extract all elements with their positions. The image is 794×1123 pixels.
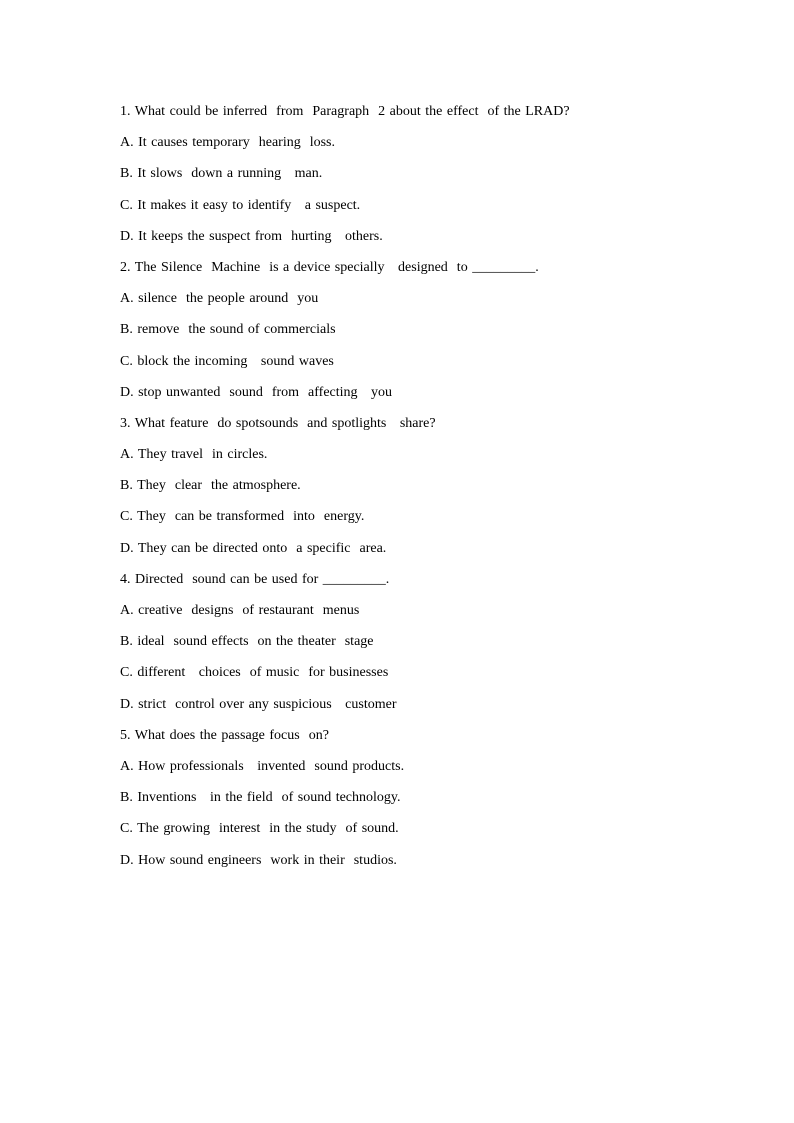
option-c: C. It makes it easy to identify a suspect. <box>120 197 361 213</box>
option-a: A. It causes temporary hearing loss. <box>120 135 335 151</box>
question-5 <box>120 726 720 871</box>
question-list <box>120 102 720 882</box>
option-d: D. strict control over any suspicious customer <box>120 696 397 712</box>
option-b: B. Inventions in the field of sound technology. <box>120 790 401 806</box>
question-stem: 1. What could be inferred from Paragraph 2 about the effect of the LRAD? <box>120 104 570 119</box>
option-b: B. ideal sound effects on the theater stage <box>120 634 374 650</box>
option-a: A. creative designs of restaurant menus <box>120 603 360 618</box>
option-c: C. different choices of music for businesses <box>120 665 389 681</box>
option-b: B. It slows down a running man. <box>120 166 323 182</box>
option-d: D. It keeps the suspect from hurting others. <box>120 228 383 244</box>
option-a: A. They travel in circles. <box>120 447 268 463</box>
option-b: B. They clear the atmosphere. <box>120 478 301 494</box>
option-b: B. remove the sound of commercials <box>120 322 336 338</box>
option-d: D. stop unwanted sound from affecting you <box>120 384 393 400</box>
option-d: D. How sound engineers work in their studios. <box>120 852 397 868</box>
option-c: C. They can be transformed into energy. <box>120 509 365 525</box>
question-4 <box>120 570 720 715</box>
question-stem: 3. What feature do spotsounds and spotlights share? <box>120 415 436 431</box>
option-a: A. How professionals invented sound products. <box>120 758 405 774</box>
question-stem: 2. The Silence Machine is a device specially designed to _________. <box>120 259 539 275</box>
option-a: A. silence the people around you <box>120 291 319 307</box>
question-3 <box>120 414 720 559</box>
question-stem: 5. What does the passage focus on? <box>120 727 329 743</box>
option-c: C. block the incoming sound waves <box>120 353 334 369</box>
option-d: D. They can be directed onto a specific area. <box>120 540 387 556</box>
question-1 <box>120 102 720 247</box>
question-2 <box>120 258 720 403</box>
option-c: C. The growing interest in the study of sound. <box>120 821 399 837</box>
question-stem: 4. Directed sound can be used for _________. <box>120 571 390 587</box>
